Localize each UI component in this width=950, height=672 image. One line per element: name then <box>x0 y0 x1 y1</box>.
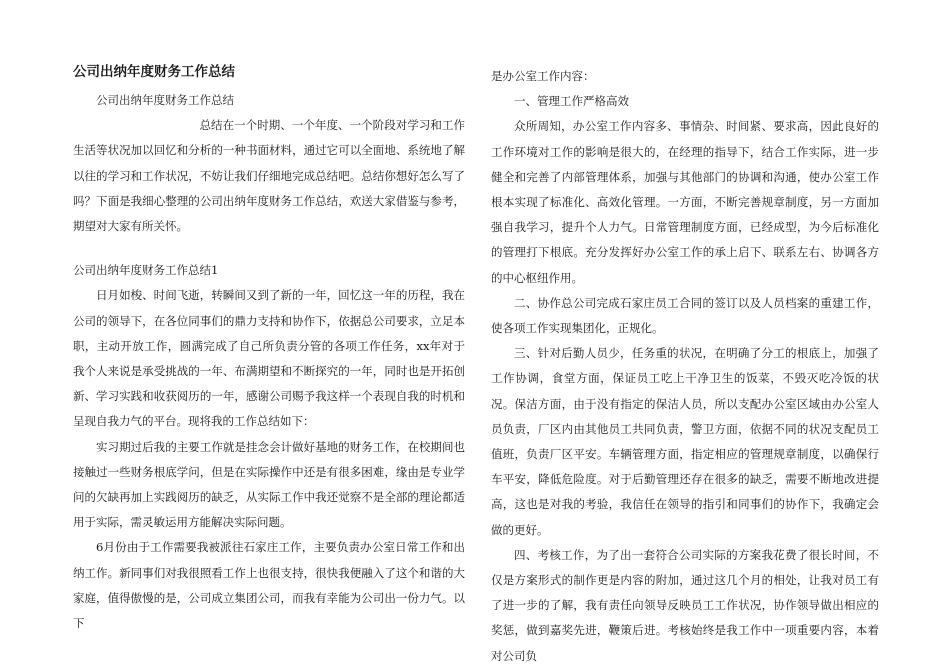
section-heading: 公司出纳年度财务工作总结1 <box>73 263 219 278</box>
body-paragraph-4: 众所周知，办公室工作内容多、事情杂、时间紧、要求高，因此良好的工作环境对工作的影响是很大的，在经理的指导下，结合工作实际，进一步健全和完善了内部管理体系，加强与其他部门的协调和沟通，使办公室工作根本实现了标准化、高效化管理。一方面，不断完善规章制度，另一方面加强自我学习，提升个人力气。日常管理制度方面，已经成型，为今后标准化的管理打下根底。充分发挥好办公室工作的承上启下、联系左右、协调各方的中心枢纽作用。 <box>491 119 879 285</box>
right-column <box>491 64 879 669</box>
body-paragraph-1: 日月如梭、时间飞逝，转瞬间又到了新的一年，回忆这一年的历程，我在公司的领导下，在各位同事们的鼎力支持和协作下，依据总公司要求，立足本职，主动开放工作，圆满完成了自己所负责分管的各项工作任务，xx年对于我个人来说是承受挑战的一年、布满期望和不断探究的一年，同时也是开拓创新、学习实践和收获阅历的一年，感谢公司赐予我这样一个表现自我的时机和呈现自我力气的平台。现将我的工作总结如下： <box>73 288 465 429</box>
document-subtitle: 公司出纳年度财务工作总结 <box>96 93 234 107</box>
item-heading-1: 一、管理工作严格高效 <box>514 94 629 109</box>
item-paragraph-2: 二、协作总公司完成石家庄员工合同的签订以及人员档案的重建工作，使各项工作实现集团化，正规化。 <box>491 295 879 336</box>
intro-paragraph: 总结在一个时期、一个年度、一个阶段对学习和工作生活等状况加以回忆和分析的一种书面材料，通过它可以全面地、系统地了解以往的学习和工作状况，不妨让我们仔细地完成总结吧。总结你想好怎么写了吗？下面是我细心整理的公司出纳年度财务工作总结，欢送大家借鉴与参考，期望对大家有所关怀。 <box>73 118 465 234</box>
paragraph-gap <box>73 239 465 258</box>
body-paragraph-3: 6月份由于工作需要我被派往石家庄工作，主要负责办公室日常工作和出纳工作。新同事们对我很照看工作上也很支持，很快我便融入了这个和谐的大家庭，值得傲慢的是，公司成立集团公司，而我有幸能为公司出一份力气。以下 <box>73 540 465 631</box>
body-paragraph-2: 实习期过后我的主要工作就是挂念会计做好基地的财务工作，在校期间也接触过一些财务根底学问，但是在实际操作中还是有很多困难，缘由是专业学问的欠缺再加上实践阅历的缺乏，从实际工作中我还觉察不是全部的理论都适用于实际，需灵敏运用方能解决实际问题。 <box>73 439 465 530</box>
continuation-line: 是办公室工作内容： <box>491 69 595 83</box>
item-paragraph-4: 四、考核工作，为了出一套符合公司实际的方案我花费了很长时间，不仅是方案形式的制作更是内容的附加，通过这几个月的相处，让我对员工有了进一步的了解，我有责任向领导反映员工工作状况，协作领导做出相应的奖惩，做到嘉奖先进，鞭策后进。考核始终是我工作中一项重要内容，本着对公司负 <box>491 547 879 663</box>
item-paragraph-3: 三、针对后勤人员少，任务重的状况，在明确了分工的根底上，加强了工作协调，食堂方面，保证员工吃上干净卫生的饭菜，不毁灭吃冷饭的状况。保洁方面，由于没有指定的保洁人员，所以支配办公室区域由办公室人员负责，厂区内由其他员工共同负责，警卫方面，依据不同的状况支配员工值班，负责厂区平安。车辆管理方面，指定相应的管理规章制度，以确保行车平安，降低危险度。对于后勤管理还存在很多的缺乏，需要不断地改进提高，这也是对我的考验，我信任在领导的指引和同事们的协作下，我确定会做的更好。 <box>491 346 879 537</box>
left-column <box>73 64 465 636</box>
document-title: 公司出纳年度财务工作总结 <box>73 64 235 80</box>
